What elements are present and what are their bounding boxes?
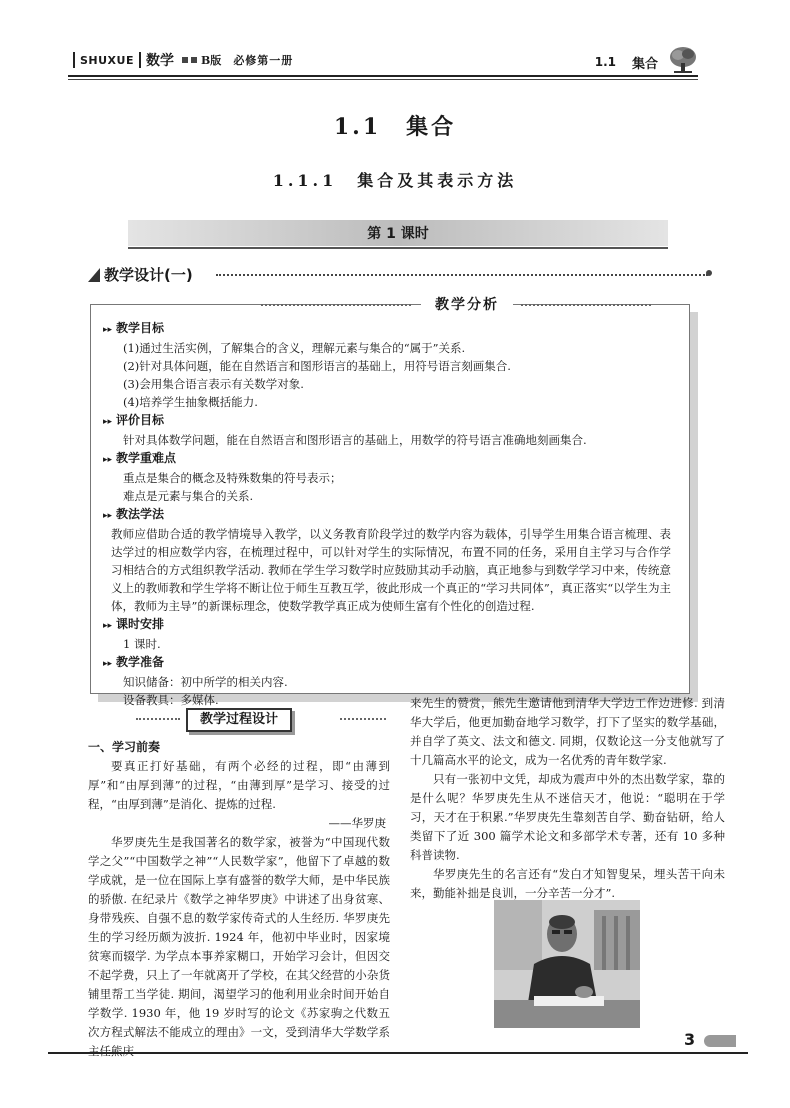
body-paragraph: 华罗庚先生是我国著名的数学家，被誉为“中国现代数学之父”“中国数学之神”“人民数学家”，他留下了卓越的数学成就，是一位在国际上享有盛誉的数学大师，是中华民族的骄傲. 在纪录片《数学之神华罗庚》中讲述了出身贫寒、身带残疾、自强不息的数学家传奇式的人生经历. 华罗庚先生的学习经历颇为波折. 1924 年，他初中毕业时，因家境贫寒而辍学. 为学点本事养家糊口，开始学习会计，但因交不起学费，只上了一年就离开了学校，在其父经营的小杂货铺里帮工当学徒. 期间，渴望学习的他利用业余时间开始自学数学. 1930 年，他 19 岁时写的论文《苏家驹之代数五次方程式解法不能成立的理由》一文，受到清华大学数学系主任熊庆 (88, 835, 390, 1058)
footer-rule (48, 1052, 748, 1054)
analysis-body (103, 319, 671, 709)
running-header (68, 44, 698, 74)
analysis-box (90, 297, 690, 707)
process-label: 教学过程设计 (186, 708, 292, 732)
analysis-heading: ▸▸ 教学准备 (103, 655, 165, 669)
square-icon (182, 57, 188, 63)
triangle-icon (88, 268, 100, 282)
analysis-line: (3)会用集合语言表示有关数学对象. (123, 377, 304, 391)
page-number: 3 (684, 1030, 696, 1049)
header-rule-thin (68, 79, 698, 80)
dotted-rule (261, 304, 411, 306)
left-column (88, 738, 390, 1061)
header-right (595, 46, 698, 78)
square-icon (191, 57, 197, 63)
dotted-rule (521, 304, 651, 306)
analysis-line: (2)针对具体问题，能在自然语言和图形语言的基础上，用符号语言刻画集合. (123, 359, 511, 373)
header-edition: B版 (201, 54, 222, 67)
header-left (68, 50, 293, 70)
analysis-line: 针对具体数学问题，能在自然语言和图形语言的基础上，用数学的符号语言准确地刻画集合. (123, 433, 587, 447)
header-subject: 数学 (146, 53, 174, 69)
analysis-line: (4)培养学生抽象概括能力. (123, 395, 258, 409)
analysis-line: 难点是元素与集合的关系. (123, 489, 254, 503)
analysis-label: 教学分析 (421, 294, 513, 314)
lesson-banner (128, 220, 668, 246)
analysis-heading: ▸▸ 教学目标 (103, 321, 165, 335)
body-paragraph: 只有一张初中文凭，却成为震声中外的杰出数学家，靠的是什么呢？华罗庚先生从不迷信天才，他说：“聪明在于学习，天才在于积累.”华罗庚先生靠刻苦自学、勤奋钻研，给人类留下了近 300 篇学术论文和多部学术专著，还有 10 多种科普读物. (410, 772, 725, 862)
process-heading (136, 708, 386, 730)
double-chevron-icon: ▸▸ (103, 325, 113, 335)
quote-attribution: ——华罗庚 (328, 816, 386, 830)
page-tab (704, 1035, 736, 1047)
double-chevron-icon: ▸▸ (103, 659, 113, 669)
dotted-rule (216, 274, 708, 276)
analysis-line: 知识储备：初中所学的相关内容. (123, 675, 288, 689)
lesson-label: 第 1 课时 (367, 226, 429, 242)
double-chevron-icon: ▸▸ (103, 455, 113, 465)
analysis-header (91, 296, 689, 314)
process-subheading: 一、学习前奏 (88, 740, 161, 754)
dot-icon (706, 270, 712, 276)
double-chevron-icon: ▸▸ (103, 417, 113, 427)
body-paragraph: 华罗庚先生的名言还有“发白才知智叟呆，埋头苦干向未来，勤能补拙是良训，一分辛苦一分才”. (410, 867, 725, 900)
analysis-frame (90, 297, 690, 707)
double-chevron-icon: ▸▸ (103, 621, 113, 631)
analysis-line: 重点是集合的概念及特殊数集的符号表示； (123, 471, 342, 485)
body-paragraph-continued: 来先生的赞赏，熊先生邀请他到清华大学边工作边进修. 到清华大学后，他更加勤奋地学习数学，打下了坚实的数学基础，并自学了英文、法文和德文. 同期，仅数论这一分支他就写了十几篇高水平的论文，成为一名优秀的青年数学家. (410, 696, 725, 767)
analysis-line: (1)通过生活实例，了解集合的含义，理解元素与集合的“属于”关系. (123, 341, 466, 355)
analysis-line: 设备教具：多媒体. (123, 693, 219, 707)
header-bar (139, 52, 141, 68)
right-column (410, 694, 725, 903)
dotted-rule (340, 718, 386, 720)
header-rule (68, 75, 698, 77)
analysis-heading: ▸▸ 教法学法 (103, 507, 165, 521)
header-section-title: 集合 (631, 56, 658, 72)
section-title: 1.1 集合 (333, 114, 457, 140)
subsection-title: 1.1.1 集合及其表示方法 (272, 171, 518, 190)
analysis-heading: ▸▸ 教学重难点 (103, 451, 177, 465)
portrait-photo (494, 900, 640, 1028)
design-title: 教学设计(一) (104, 266, 193, 284)
analysis-line: 1 课时. (123, 637, 161, 651)
dotted-rule (136, 718, 180, 720)
double-chevron-icon: ▸▸ (103, 511, 113, 521)
design-heading (88, 264, 708, 288)
analysis-paragraph: 教师应借助合适的教学情境导入教学，以义务教育阶段学过的数学内容为载体，引导学生用集合语言梳理、表达学过的相应数学内容，在梳理过程中，可以针对学生的实际情况，布置不同的任务，采用自主学习与合作学习相结合的方式组织教学活动. 教师在学生学习数学时应鼓励其动手动脑，真正地参与到数学学习中来，传统意义上的教师教和学生学将不断让位于师生互教互学，彼此形成一个真正的“学习共同体”，真正落实“以学生为主体，教师为主导”的新课标理念，使数学教学真正成为使师生富有个性化的创造过程. (111, 527, 671, 613)
header-series: SHUXUE (80, 53, 134, 67)
header-book: 必修第一册 (233, 54, 294, 67)
header-bar (73, 52, 75, 68)
analysis-heading: ▸▸ 评价目标 (103, 413, 165, 427)
header-section-number: 1.1 (594, 55, 616, 69)
analysis-heading: ▸▸ 课时安排 (103, 617, 165, 631)
quote-paragraph: 要真正打好基础，有两个必经的过程，即“由薄到厚”和“由厚到薄”的过程，“由薄到厚”是学习、接受的过程，“由厚到薄”是消化、提炼的过程. (88, 759, 390, 811)
tree-icon (668, 46, 698, 78)
